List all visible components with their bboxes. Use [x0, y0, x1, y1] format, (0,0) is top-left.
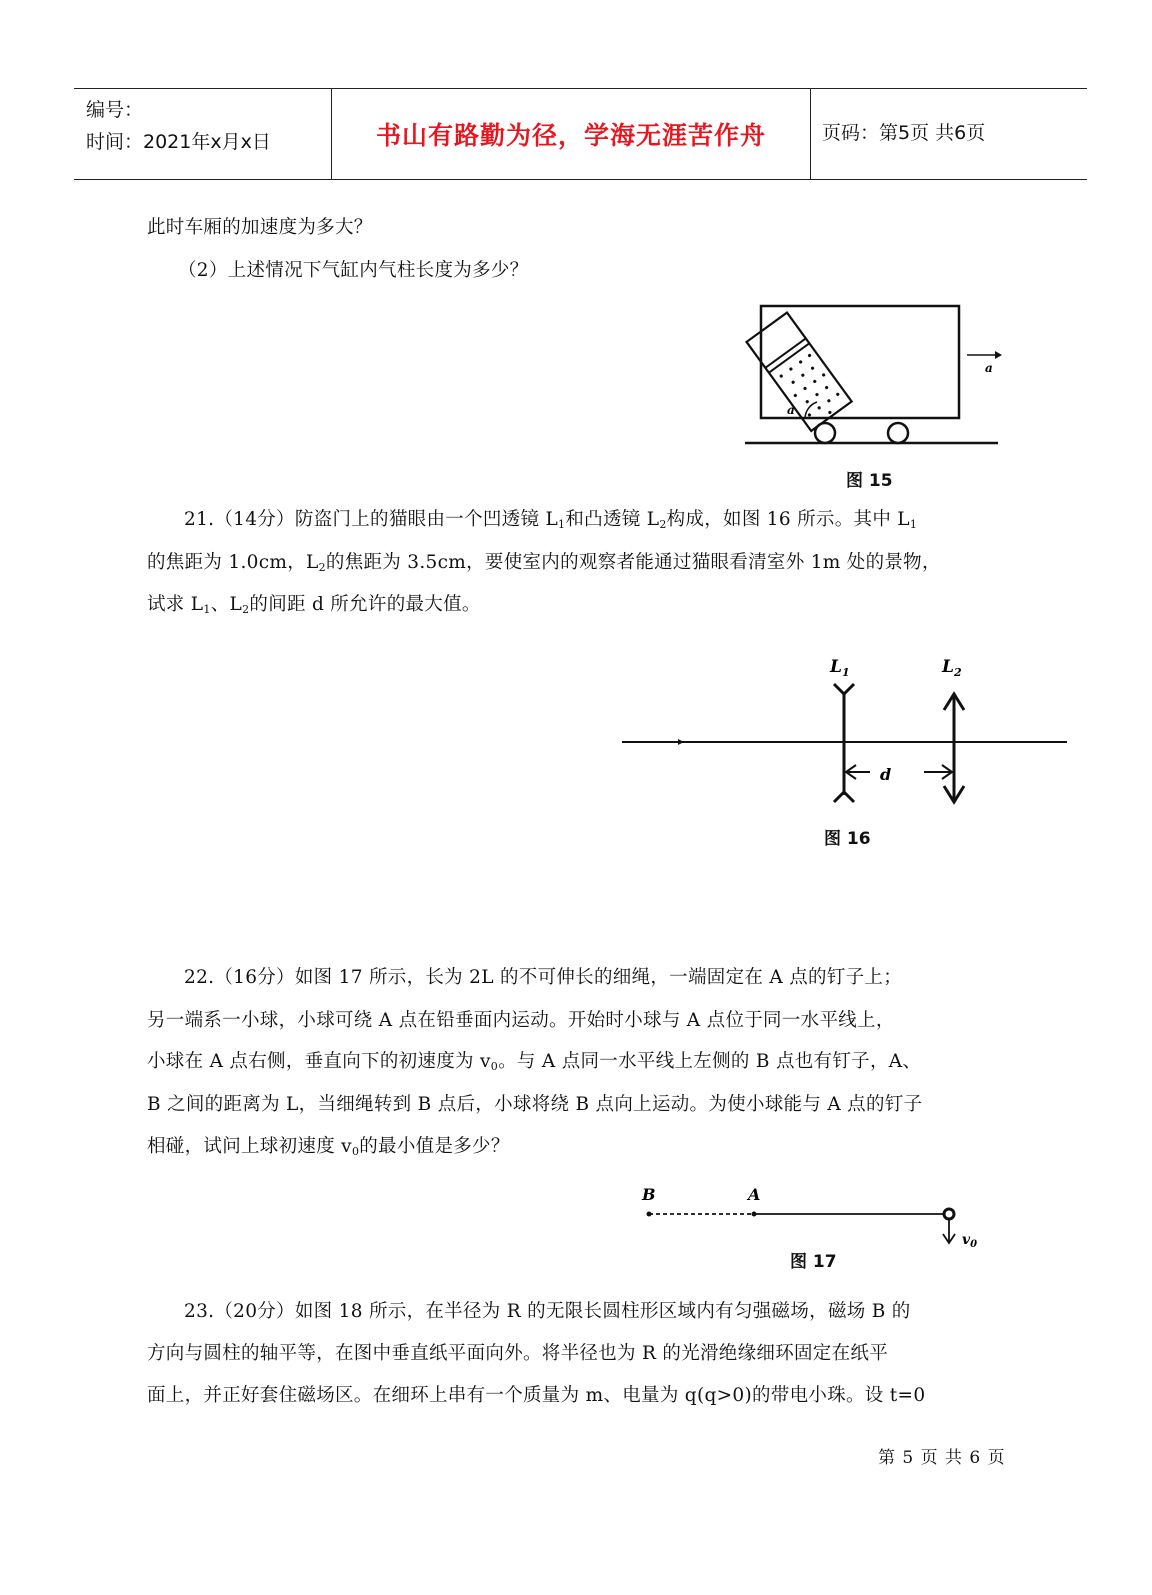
q22-line-3: 小球在 A 点右侧，垂直向下的初速度为 $v_0$。与 A 点同一水平线上左侧的 B 点也有钉子，A、 — [147, 1051, 922, 1073]
q23-line-2: 方向与圆柱的轴平等，在图中垂直纸平面向外。将半径也为 R 的光滑绝缘细环固定在纸平 — [147, 1343, 888, 1364]
q21-line-3: 试求 $L_1$、$L_2$的间距 d 所允许的最大值。 — [147, 594, 481, 616]
figure-15 — [745, 300, 1005, 450]
header-motto: 书山有路勤为径，学海无涯苦作舟 — [375, 121, 766, 150]
fig17-A-label: A — [748, 1185, 761, 1204]
q22-line-5: 相碰，试问上球初速度 $v_0$的最小值是多少？ — [147, 1136, 510, 1158]
fig17-v0-label: $v_0$ — [962, 1232, 978, 1250]
q21-line-1: 21.（14分）防盗门上的猫眼由一个凹透镜 $L_1$和凸透镜 $L_2$构成，如图 16 所示。其中 $L_1$ — [184, 509, 918, 531]
q22-line-2: 另一端系一小球，小球可绕 A 点在铅垂面内运动。开始时小球与 A 点位于同一水平线上， — [147, 1010, 895, 1031]
serial-label: 编号： — [86, 99, 144, 121]
q20-line-1: 此时车厢的加速度为多大？ — [147, 217, 373, 238]
figure-17 — [640, 1182, 1000, 1252]
figure-16 — [622, 650, 1072, 820]
q22-line-1: 22.（16分）如图 17 所示，长为 2L 的不可伸长的细绳，一端固定在 A 点的钉子上； — [184, 967, 903, 988]
figure-16-caption: 图 16 — [824, 829, 871, 849]
figure-17-caption: 图 17 — [790, 1252, 837, 1272]
header-divider-right — [810, 88, 811, 180]
q22-line-4: B 之间的距离为 L，当细绳转到 B 点后，小球将绕 B 点向上运动。为使小球能与 A 点的钉子 — [147, 1094, 923, 1115]
q23-line-1: 23.（20分）如图 18 所示，在半径为 R 的无限长圆柱形区域内有匀强磁场，磁场 B 的 — [184, 1301, 911, 1322]
q23-line-3: 面上，并正好套住磁场区。在细环上串有一个质量为 m、电量为 q(q>0)的带电小珠。设 t=0 — [147, 1385, 926, 1406]
figure-15-caption: 图 15 — [846, 471, 893, 491]
fig16-L1-label: $L_1$ — [830, 657, 850, 679]
header-top-rule — [74, 88, 1087, 89]
q21-line-2: 的焦距为 1.0cm，$L_2$的焦距为 3.5cm，要使室内的观察者能通过猫眼看清室外 1m 处的景物， — [147, 552, 941, 574]
header-meta — [86, 94, 271, 158]
q20-line-2: （2）上述情况下气缸内气柱长度为多少？ — [178, 260, 529, 281]
fig15-angle-label: a — [787, 403, 795, 417]
time-label: 时间：2021年x月x日 — [86, 131, 271, 153]
page-footer: 第 5 页 共 6 页 — [878, 1448, 1006, 1468]
fig16-d-label: d — [880, 765, 892, 784]
fig15-acceleration-label: a — [985, 361, 993, 375]
header-page-label: 页码：第5页 共6页 — [822, 122, 986, 144]
header-bottom-rule — [74, 179, 1087, 180]
fig17-B-label: B — [642, 1185, 656, 1204]
fig16-L2-label: $L_2$ — [942, 657, 962, 679]
